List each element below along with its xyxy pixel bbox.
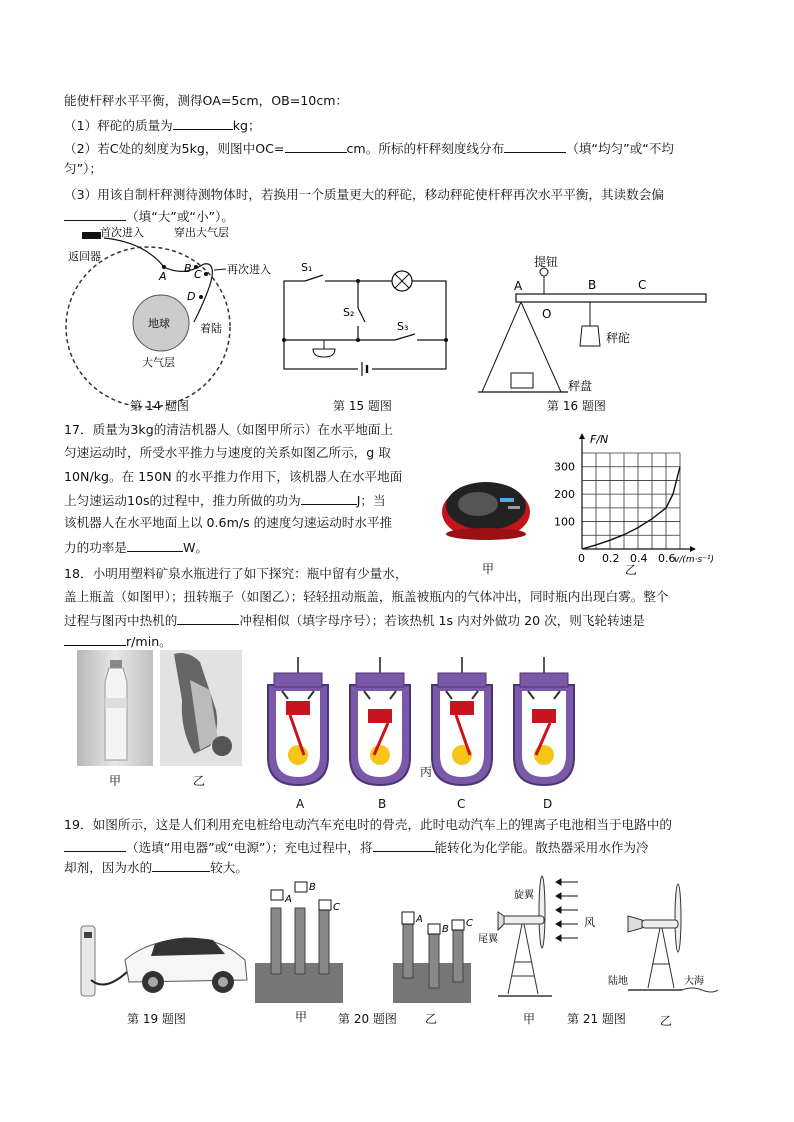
q17-line6: 力的功率是 W。 <box>64 540 209 555</box>
q16-part3: （3）用该自制杆秤测待测物体时，若换用一个质量更大的秤砣，移动秤砣使杆秤再次水平平衡，其读数会偏 <box>64 187 664 202</box>
caption-fig16: 第 16 题图 <box>547 399 606 413</box>
rotor-blade-jia <box>539 876 545 948</box>
block-a-yi <box>402 912 414 924</box>
x-tick-label: 0.4 <box>630 552 648 565</box>
answer-blank[interactable] <box>173 116 233 130</box>
label-knob: 提钮 <box>534 255 559 269</box>
engine-head <box>274 673 322 687</box>
q17-line1: 17．质量为3kg的清洁机器人（如图甲所示）在水平地面上 <box>64 422 393 437</box>
engine-cylinder <box>268 657 328 785</box>
label-b: B <box>309 882 316 893</box>
point-c: C <box>638 278 647 292</box>
engine-label-b: B <box>378 797 387 811</box>
block-b-yi <box>428 924 440 934</box>
block-b-jia <box>295 882 307 892</box>
label-sea: 大海 <box>684 976 704 987</box>
x-tick-label: 0 <box>578 552 585 565</box>
label-c: C <box>466 918 473 929</box>
engine-head <box>356 673 404 687</box>
q17-line2: 匀速运动时，所受水平推力与速度的关系如图乙所示，g 取 <box>64 445 391 460</box>
return-capsule-icon <box>82 232 101 239</box>
piston <box>286 701 310 715</box>
block-a-jia <box>271 890 283 900</box>
engine-label-d: D <box>543 797 553 811</box>
x-axis-label: v/(m·s⁻¹) <box>674 555 715 565</box>
q18-line1: 18．小明用塑料矿泉水瓶进行了如下探究：瓶中留有少量水， <box>64 566 408 581</box>
q16-intro: 能使杆秤水平平衡，测得OA=5cm，OB=10cm： <box>64 93 349 108</box>
figure-19-car-charging <box>75 920 250 1002</box>
point-b: B <box>184 262 192 275</box>
label-exit-atmosphere: 穿出大气层 <box>174 226 229 239</box>
q17-line3: 10N/kg。在 150N 的水平推力作用下，该机器人在水平地面 <box>64 469 403 484</box>
label-first-entry: 首次进入 <box>100 226 144 239</box>
steelyard-beam <box>516 294 706 302</box>
q16-part1: （1）秤砣的质量为 kg； <box>64 118 261 133</box>
answer-blank[interactable] <box>504 139 566 153</box>
label-b: B <box>442 924 449 935</box>
engine-label-a: A <box>296 797 305 811</box>
cleaning-robot-image <box>438 466 534 548</box>
figure-21-wind-turbines <box>478 872 718 1007</box>
label-c: C <box>333 902 340 913</box>
label-rudder: 旋翼 <box>514 890 534 901</box>
figure-15-circuit <box>275 258 455 383</box>
label-s3: S₃ <box>397 320 409 333</box>
engine-cylinder <box>514 657 574 785</box>
engine-head <box>438 673 486 687</box>
q19-line3: 却剂，因为水的 较大。 <box>64 860 248 875</box>
label-jia: 甲 <box>482 562 495 576</box>
figure-20-floating-blocks <box>253 878 473 1008</box>
engine-label-c: C <box>457 797 466 811</box>
label-atmosphere: 大气层 <box>142 356 175 369</box>
bottle-photo-jia <box>77 650 153 766</box>
q19-line2: （选填“用电器”或“电源”）；充电过程中，将 能转化为化学能。散热器采用水作为冷 <box>64 838 649 857</box>
x-tick-label: 0.6 <box>658 552 676 565</box>
y-tick-label: 100 <box>554 515 575 529</box>
label-tail: 尾翼 <box>478 934 498 945</box>
caption-fig21: 第 21 题图 <box>567 1012 626 1026</box>
label-wind: 风 <box>584 916 595 929</box>
bottle-photo-yi <box>160 650 242 766</box>
piston <box>368 709 392 723</box>
block-c-yi <box>452 920 464 930</box>
x-tick-label: 0.2 <box>602 552 620 565</box>
label-a: A <box>285 894 292 905</box>
engine-cylinder <box>350 657 410 785</box>
answer-blank[interactable] <box>285 139 347 153</box>
label-land: 陆地 <box>608 976 628 987</box>
y-tick-label: 300 <box>554 460 575 474</box>
point-a: A <box>514 279 523 293</box>
answer-blank[interactable] <box>152 858 210 872</box>
answer-blank[interactable] <box>177 611 239 625</box>
q19-line1: 19．如图所示，这是人们利用充电桩给电动汽车充电时的骨壳，此时电动汽车上的锂离子电池相当于电路中的 <box>64 817 672 832</box>
figure-16-steelyard <box>478 252 710 397</box>
engine-head <box>520 673 568 687</box>
label-jia-21: 甲 <box>523 1012 536 1026</box>
crankshaft <box>370 745 390 765</box>
label-yi-20: 乙 <box>425 1012 438 1026</box>
bell-icon <box>313 349 335 357</box>
q16-part3-cont: （填“大”或“小”）。 <box>64 207 234 226</box>
answer-blank[interactable] <box>127 538 183 552</box>
caption-fig20: 第 20 题图 <box>338 1012 397 1026</box>
q16-part2: （2）若C处的刻度为5kg，则图中OC= cm。所标的杆秤刻度线分布 （填“均匀”或“不均 <box>64 141 674 156</box>
answer-blank[interactable] <box>373 838 435 852</box>
object-on-pan <box>511 373 533 388</box>
q18-line4: r/min。 <box>64 632 172 651</box>
answer-blank[interactable] <box>301 491 357 505</box>
answer-blank[interactable] <box>64 838 126 852</box>
rotor-blade-yi <box>675 884 681 952</box>
label-s2: S₂ <box>343 306 355 319</box>
point-o: O <box>542 307 552 321</box>
point-a: A <box>159 270 167 283</box>
label-jia-18: 甲 <box>109 774 122 788</box>
piston <box>450 701 474 715</box>
label-a: A <box>416 914 423 925</box>
crankshaft <box>288 745 308 765</box>
y-axis-arrow <box>579 433 585 439</box>
label-yi-18: 乙 <box>193 774 206 788</box>
caption-fig19: 第 19 题图 <box>127 1012 186 1026</box>
label-reentry: 再次进入 <box>227 263 271 276</box>
counterweight-icon <box>580 326 600 346</box>
point-c: C <box>194 268 202 281</box>
label-bing: 丙 <box>420 765 433 779</box>
point-d: D <box>187 290 196 303</box>
label-pan: 秤盘 <box>568 379 593 393</box>
point-b: B <box>588 278 597 292</box>
block-c-jia <box>319 900 331 910</box>
label-earth: 地球 <box>148 317 170 330</box>
q17-line4: 上匀速运动10s的过程中，推力所做的功为 J；当 <box>64 493 386 508</box>
answer-blank[interactable] <box>64 632 126 646</box>
piston <box>532 709 556 723</box>
figure-14-orbit-diagram <box>64 222 286 417</box>
label-yi: 乙 <box>625 563 638 577</box>
label-yi-21: 乙 <box>660 1014 673 1028</box>
engine-cylinder <box>432 657 492 785</box>
y-axis-label: F/N <box>590 433 609 446</box>
force-velocity-chart <box>546 431 716 567</box>
label-s1: S₁ <box>301 261 313 274</box>
label-landing: 着陆 <box>200 322 222 335</box>
x-axis-arrow <box>690 546 696 552</box>
y-tick-label: 200 <box>554 488 575 502</box>
caption-fig15: 第 15 题图 <box>333 399 392 413</box>
label-return-capsule: 返回器 <box>68 250 101 263</box>
q17-line5: 该机器人在水平地面上以 0.6m/s 的速度匀速运动时水平推 <box>64 515 393 530</box>
label-weight: 秤砣 <box>606 331 631 345</box>
q18-line3: 过程与图丙中热机的 冲程相似（填字母序号）；若该热机 1s 内对外做功 20 次，则飞轮转速是 <box>64 613 645 628</box>
label-jia-20: 甲 <box>295 1010 308 1024</box>
answer-blank[interactable] <box>64 207 126 221</box>
q16-part2-cont: 匀”）； <box>64 161 103 176</box>
caption-fig14: 第 14 题图 <box>130 399 189 413</box>
switch-s2 <box>358 308 365 322</box>
q18-line2: 盖上瓶盖（如图甲）；扭转瓶子（如图乙）；轻轻扭动瓶盖，瓶盖被瓶内的气体冲出，同时瓶内出现白雾。整个 <box>64 589 669 604</box>
